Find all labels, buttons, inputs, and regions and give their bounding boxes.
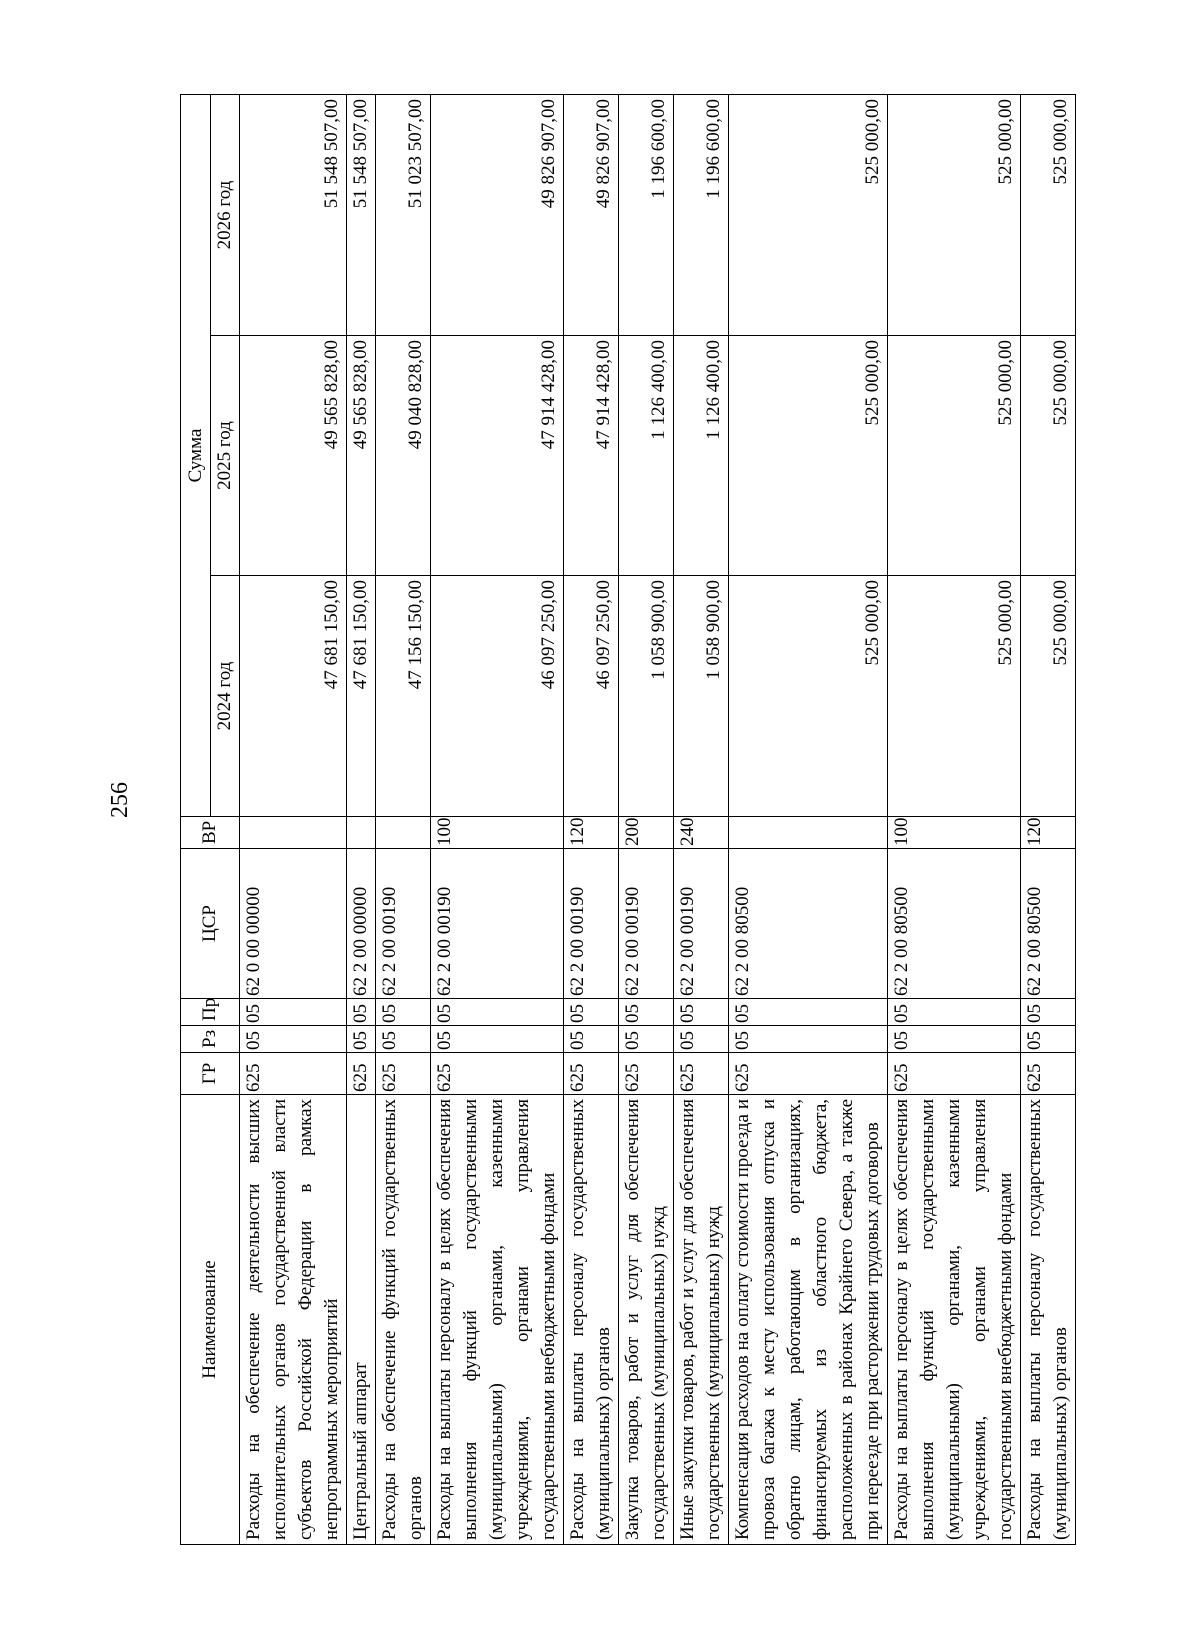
row-gr: 625 xyxy=(674,1053,729,1095)
row-name: Расходы на выплаты персоналу государственных (муниципальных) органов xyxy=(564,1095,619,1545)
header-name: Наименование xyxy=(181,1095,240,1545)
row-rz: 05 xyxy=(888,1026,1021,1053)
row-vr xyxy=(376,817,431,849)
row-vr xyxy=(729,817,888,849)
table-row xyxy=(674,95,729,1545)
row-2026: 51 548 507,00 xyxy=(347,95,376,336)
row-gr: 625 xyxy=(619,1053,674,1095)
row-rz: 05 xyxy=(729,1026,888,1053)
row-vr xyxy=(347,817,376,849)
row-name: Расходы на выплаты персоналу государственных (муниципальных) органов xyxy=(1021,1095,1076,1545)
row-2025: 525 000,00 xyxy=(1021,336,1076,576)
row-rz: 05 xyxy=(431,1026,564,1053)
row-vr: 100 xyxy=(888,817,1021,849)
row-2024: 46 097 250,00 xyxy=(564,576,619,817)
row-2024: 525 000,00 xyxy=(888,576,1021,817)
table-row xyxy=(888,95,1021,1545)
row-pr: 05 xyxy=(564,999,619,1026)
row-rz: 05 xyxy=(619,1026,674,1053)
row-2025: 1 126 400,00 xyxy=(619,336,674,576)
table-row xyxy=(376,95,431,1545)
row-2026: 49 826 907,00 xyxy=(431,95,564,336)
row-pr: 05 xyxy=(888,999,1021,1026)
row-2026: 525 000,00 xyxy=(729,95,888,336)
row-pr: 05 xyxy=(674,999,729,1026)
row-gr: 625 xyxy=(376,1053,431,1095)
table-header-row xyxy=(181,95,211,1545)
row-csr: 62 2 00 00190 xyxy=(376,849,431,999)
header-sum: Сумма xyxy=(181,95,211,817)
row-2026: 51 023 507,00 xyxy=(376,95,431,336)
row-vr: 120 xyxy=(564,817,619,849)
row-2024: 47 681 150,00 xyxy=(240,576,347,817)
header-pr: Пр xyxy=(181,999,240,1026)
row-2026: 51 548 507,00 xyxy=(240,95,347,336)
row-pr: 05 xyxy=(619,999,674,1026)
row-gr: 625 xyxy=(729,1053,888,1095)
row-2024: 1 058 900,00 xyxy=(674,576,729,817)
row-name: Центральный аппарат xyxy=(347,1095,376,1545)
table-row xyxy=(431,95,564,1545)
row-gr: 625 xyxy=(1021,1053,1076,1095)
row-csr: 62 2 00 00000 xyxy=(347,849,376,999)
row-rz: 05 xyxy=(376,1026,431,1053)
row-2026: 1 196 600,00 xyxy=(619,95,674,336)
row-2026: 1 196 600,00 xyxy=(674,95,729,336)
row-rz: 05 xyxy=(240,1026,347,1053)
rotated-table-container xyxy=(180,95,1071,1545)
row-csr: 62 2 00 00190 xyxy=(674,849,729,999)
row-2026: 525 000,00 xyxy=(1021,95,1076,336)
page-number: 256 xyxy=(107,782,133,818)
row-name: Закупка товаров, работ и услуг для обеспечения государственных (муниципальных) нужд xyxy=(619,1095,674,1545)
header-2025: 2025 год xyxy=(211,336,240,576)
row-name: Расходы на выплаты персоналу в целях обеспечения выполнения функций государственными (муниципальными) органами, казенными учреждениями, органами управления государственными внебюджетными фондами xyxy=(888,1095,1021,1545)
row-vr: 200 xyxy=(619,817,674,849)
row-rz: 05 xyxy=(347,1026,376,1053)
row-csr: 62 2 00 80500 xyxy=(729,849,888,999)
row-rz: 05 xyxy=(1021,1026,1076,1053)
row-rz: 05 xyxy=(674,1026,729,1053)
row-name: Расходы на обеспечение функций государственных органов xyxy=(376,1095,431,1545)
table-row xyxy=(729,95,888,1545)
table-row xyxy=(1021,95,1076,1545)
row-name: Иные закупки товаров, работ и услуг для обеспечения государственных (муниципальных) нужд xyxy=(674,1095,729,1545)
row-gr: 625 xyxy=(888,1053,1021,1095)
row-vr: 120 xyxy=(1021,817,1076,849)
row-name: Расходы на обеспечение деятельности высших исполнительных органов государственной власти субъектов Российской Федерации в рамках непрограммных мероприятий xyxy=(240,1095,347,1545)
row-2025: 1 126 400,00 xyxy=(674,336,729,576)
row-vr: 240 xyxy=(674,817,729,849)
row-csr: 62 2 00 80500 xyxy=(888,849,1021,999)
row-2025: 525 000,00 xyxy=(888,336,1021,576)
row-pr: 05 xyxy=(376,999,431,1026)
row-pr: 05 xyxy=(240,999,347,1026)
row-2025: 47 914 428,00 xyxy=(564,336,619,576)
budget-table xyxy=(180,94,1076,1545)
row-vr: 100 xyxy=(431,817,564,849)
header-csr: ЦСР xyxy=(181,849,240,999)
row-pr: 05 xyxy=(1021,999,1076,1026)
row-2025: 49 565 828,00 xyxy=(347,336,376,576)
table-row xyxy=(619,95,674,1545)
row-2024: 1 058 900,00 xyxy=(619,576,674,817)
row-gr: 625 xyxy=(431,1053,564,1095)
header-gr: ГР xyxy=(181,1053,240,1095)
row-csr: 62 0 00 00000 xyxy=(240,849,347,999)
row-2025: 47 914 428,00 xyxy=(431,336,564,576)
row-csr: 62 2 00 80500 xyxy=(1021,849,1076,999)
row-name: Компенсация расходов на оплату стоимости проезда и провоза багажа к месту использования отпуска и обратно лицам, работающим в организациях, финансируемых из областного бюджета, расположенных в районах Крайнего Севера, а также при переезде при расторжении трудовых договоров xyxy=(729,1095,888,1545)
row-2026: 49 826 907,00 xyxy=(564,95,619,336)
row-gr: 625 xyxy=(240,1053,347,1095)
row-2024: 47 681 150,00 xyxy=(347,576,376,817)
row-csr: 62 2 00 00190 xyxy=(431,849,564,999)
row-csr: 62 2 00 00190 xyxy=(564,849,619,999)
row-gr: 625 xyxy=(347,1053,376,1095)
row-2024: 525 000,00 xyxy=(729,576,888,817)
row-2026: 525 000,00 xyxy=(888,95,1021,336)
row-vr xyxy=(240,817,347,849)
row-2025: 49 565 828,00 xyxy=(240,336,347,576)
row-pr: 05 xyxy=(729,999,888,1026)
table-row xyxy=(347,95,376,1545)
row-gr: 625 xyxy=(564,1053,619,1095)
row-2024: 525 000,00 xyxy=(1021,576,1076,817)
header-vr: ВР xyxy=(181,817,240,849)
row-rz: 05 xyxy=(564,1026,619,1053)
table-row xyxy=(564,95,619,1545)
row-2025: 525 000,00 xyxy=(729,336,888,576)
row-pr: 05 xyxy=(347,999,376,1026)
header-2024: 2024 год xyxy=(211,576,240,817)
table-row xyxy=(240,95,347,1545)
row-csr: 62 2 00 00190 xyxy=(619,849,674,999)
row-name: Расходы на выплаты персоналу в целях обеспечения выполнения функций государственными (муниципальными) органами, казенными учреждениями, органами управления государственными внебюджетными фондами xyxy=(431,1095,564,1545)
row-2025: 49 040 828,00 xyxy=(376,336,431,576)
row-2024: 46 097 250,00 xyxy=(431,576,564,817)
row-2024: 47 156 150,00 xyxy=(376,576,431,817)
row-pr: 05 xyxy=(431,999,564,1026)
header-rz: Рз xyxy=(181,1026,240,1053)
header-2026: 2026 год xyxy=(211,95,240,336)
